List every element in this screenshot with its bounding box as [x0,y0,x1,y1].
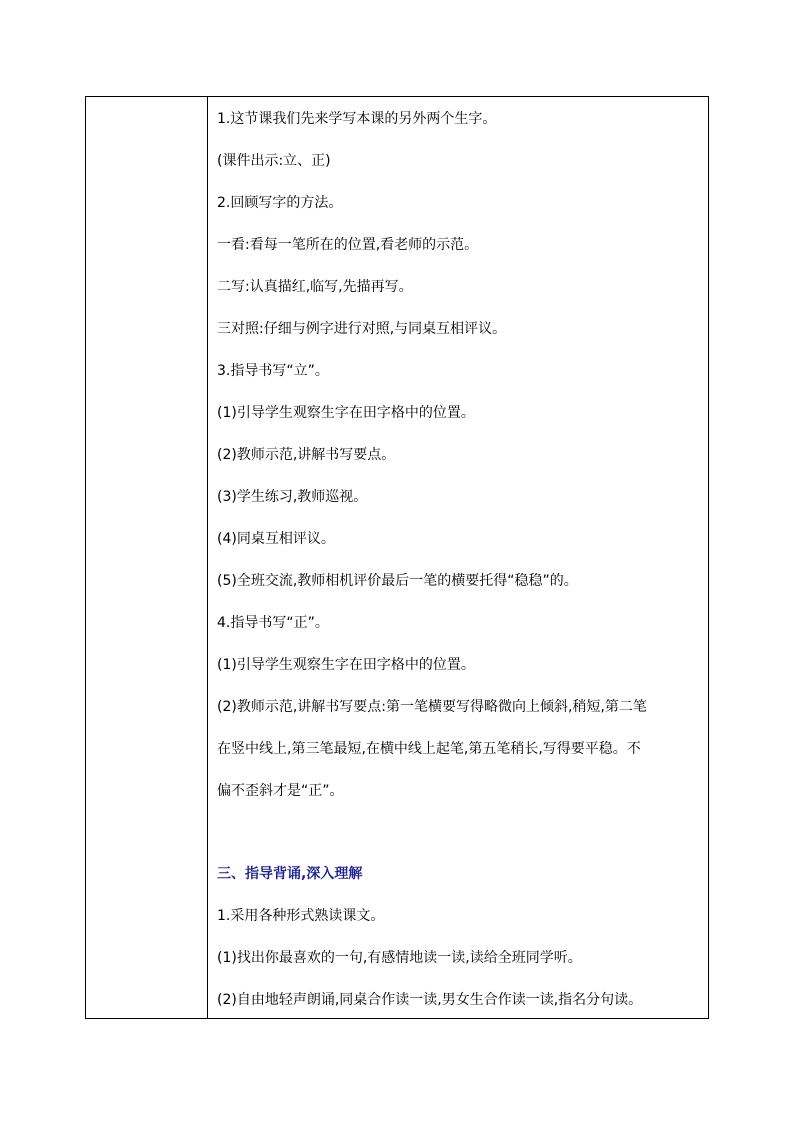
left-column-cell [86,97,208,1018]
text-line: 3.指导书写“立”。 [217,363,329,379]
text-line: (4)同桌互相评议。 [217,531,335,547]
text-line: (2)教师示范,讲解书写要点:第一笔横要写得略微向上倾斜,稍短,第二笔 [217,699,647,715]
text-line: 在竖中线上,第三笔最短,在横中线上起笔,第五笔稍长,写得要平稳。不 [217,741,641,757]
text-line: 1.这节课我们先来学写本课的另外两个生字。 [217,111,497,127]
text-line: 偏不歪斜才是“正”。 [217,783,344,799]
text-line: (5)全班交流,教师相机评价最后一笔的横要托得“稳稳”的。 [217,573,578,589]
content-cell [208,97,709,1018]
text-line: 一看:看每一笔所在的位置,看老师的示范。 [217,237,479,253]
section-heading: 三、指导背诵,深入理解 [217,866,363,882]
text-line: (1)引导学生观察生字在田字格中的位置。 [217,405,475,421]
text-line: (2)教师示范,讲解书写要点。 [217,447,396,463]
text-line: (3)学生练习,教师巡视。 [217,489,368,505]
text-line: (1)找出你最喜欢的一句,有感情地读一读,读给全班同学听。 [217,950,582,966]
text-line: 三对照:仔细与例字进行对照,与同桌互相评议。 [217,321,507,337]
text-line: (课件出示:立、正) [217,153,331,169]
text-line: 1.采用各种形式熟读课文。 [217,908,385,924]
text-line: (1)引导学生观察生字在田字格中的位置。 [217,657,475,673]
text-line: (2)自由地轻声朗诵,同桌合作读一读,男女生合作读一读,指名分句读。 [217,992,643,1008]
text-line: 4.指导书写“正”。 [217,615,329,631]
text-line: 2.回顾写字的方法。 [217,195,343,211]
lesson-plan-table [85,96,709,1019]
text-line: 二写:认真描红,临写,先描再写。 [217,279,413,295]
